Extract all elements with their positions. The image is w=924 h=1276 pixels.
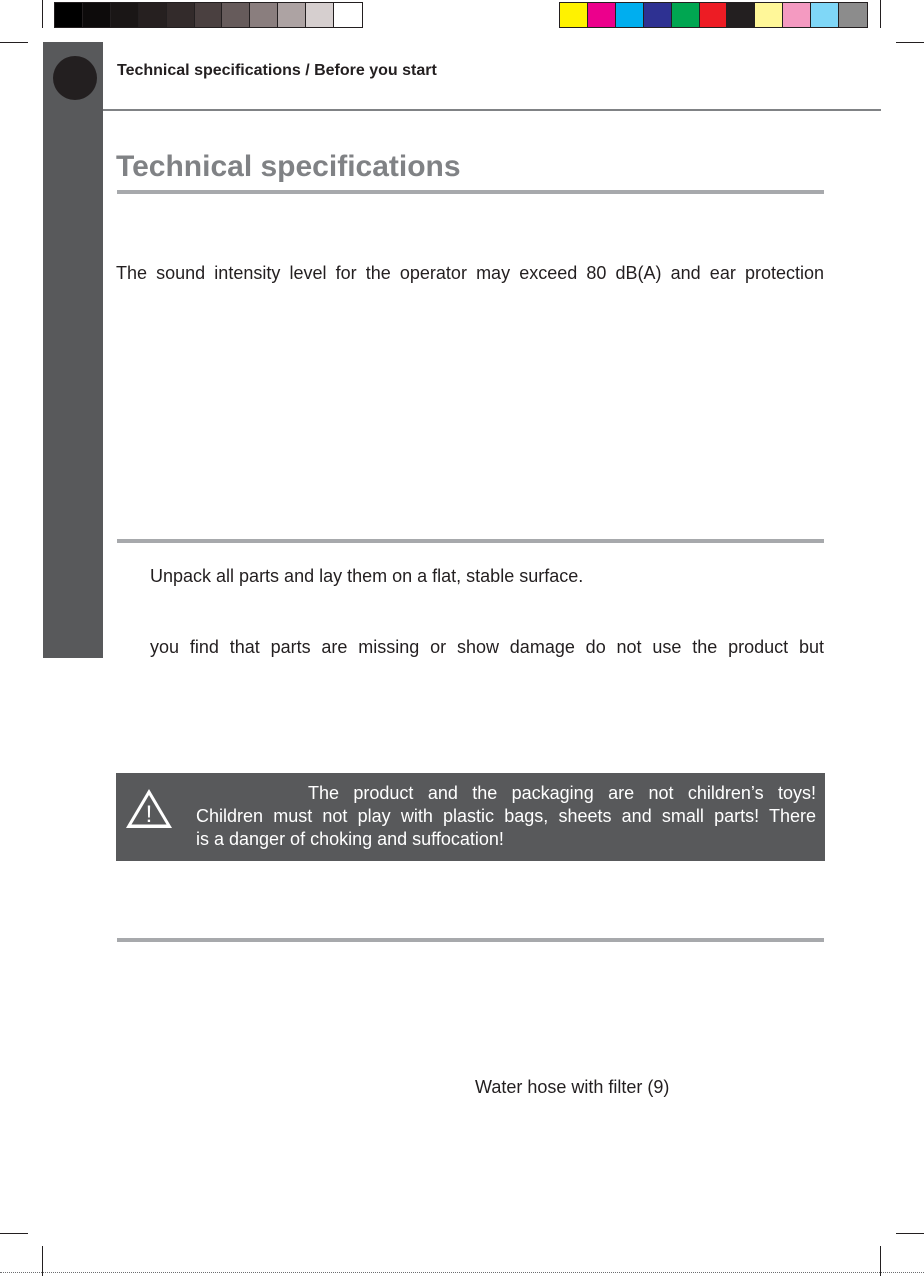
color-swatch (644, 3, 672, 27)
crop-mark-bottom-left-h (0, 1233, 28, 1234)
color-swatch (616, 3, 644, 27)
warning-line-1: The product and the packaging are not children’s toys! (308, 783, 816, 803)
color-swatch (139, 3, 167, 27)
grayscale-calibration-bar (54, 2, 363, 28)
warning-text (196, 782, 816, 851)
section-title: Technical specifications (116, 150, 461, 183)
color-calibration-bar (559, 2, 868, 28)
color-swatch (783, 3, 811, 27)
parts-list-item: Water hose with filter (9) (475, 1077, 670, 1097)
color-swatch (334, 3, 362, 27)
crop-mark-top-left (42, 0, 43, 28)
section-divider (117, 539, 824, 543)
color-swatch (111, 3, 139, 27)
color-swatch (195, 3, 223, 27)
color-swatch (167, 3, 195, 27)
sound-level-text: The sound intensity level for the operator may exceed 80 dB(A) and ear protection (116, 263, 824, 283)
title-underline (117, 190, 824, 194)
chapter-badge (53, 56, 97, 100)
crop-mark-bottom-right-h (896, 1233, 924, 1234)
svg-text:!: ! (145, 801, 153, 828)
warning-line-2: Children must not play with plastic bags, sheets and small parts! There (196, 806, 816, 826)
color-swatch (306, 3, 334, 27)
missing-parts-text: you find that parts are missing or show damage do not use the product but (150, 637, 824, 657)
section-divider-2 (117, 938, 824, 942)
unpack-instruction: Unpack all parts and lay them on a flat, stable surface. (150, 566, 584, 586)
color-swatch (672, 3, 700, 27)
bottom-dotted-line (0, 1272, 924, 1273)
color-swatch (700, 3, 728, 27)
running-header: Technical specifications / Before you start (117, 62, 437, 79)
color-swatch (811, 3, 839, 27)
color-swatch (839, 3, 867, 27)
crop-mark-top-left-h (0, 42, 28, 43)
color-swatch (55, 3, 83, 27)
color-swatch (560, 3, 588, 27)
color-swatch (727, 3, 755, 27)
color-swatch (588, 3, 616, 27)
color-swatch (755, 3, 783, 27)
color-swatch (278, 3, 306, 27)
color-swatch (83, 3, 111, 27)
color-swatch (250, 3, 278, 27)
color-swatch (222, 3, 250, 27)
crop-mark-top-right (880, 0, 881, 28)
header-divider (103, 109, 881, 111)
warning-triangle-icon (122, 783, 176, 833)
chapter-sidebar-tab (43, 42, 103, 658)
crop-mark-top-right-h (896, 42, 924, 43)
warning-line-3: is a danger of choking and suffocation! (196, 829, 504, 849)
